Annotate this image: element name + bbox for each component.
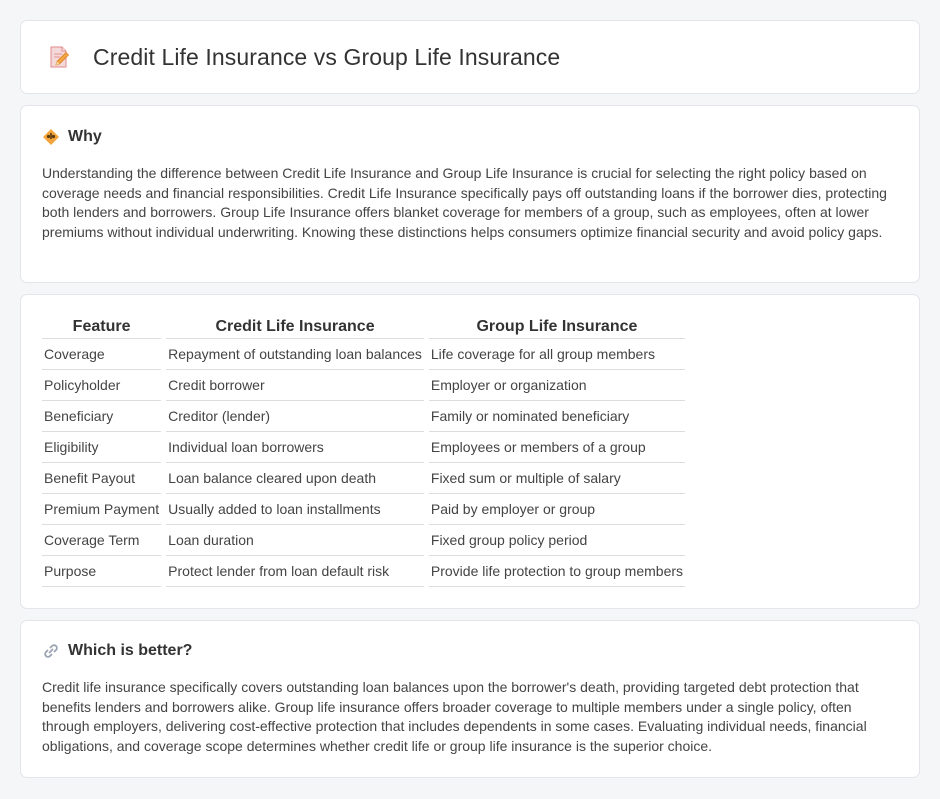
document-pencil-icon: [47, 45, 71, 69]
feature-cell: Coverage: [42, 339, 161, 370]
why-text: Understanding the difference between Credit Life Insurance and Group Life Insurance is crucial for selecting the right policy based on coverage needs and financial responsibilities. Credit Life Insurance specifically pays off outstanding loans if the borrower dies, protecting both lenders and borrowers. Group Life Insurance offers blanket coverage for members of a group, such as employees, often at lower premiums without individual underwriting. Knowing these distinctions helps consumers optimize financial security and avoid policy gaps.: [42, 165, 887, 240]
link-icon: [42, 642, 60, 660]
group-life-cell: Family or nominated beneficiary: [429, 401, 685, 432]
credit-life-cell: Creditor (lender): [166, 401, 424, 432]
credit-life-cell: Individual loan borrowers: [166, 432, 424, 463]
why-heading-label: Why: [68, 128, 102, 145]
comparison-section: [20, 294, 920, 609]
table-row: [42, 556, 685, 587]
table-header-row: [42, 314, 685, 339]
feature-cell: Beneficiary: [42, 401, 161, 432]
comparison-table: [37, 314, 690, 587]
feature-cell: Purpose: [42, 556, 161, 587]
feature-cell: Eligibility: [42, 432, 161, 463]
diamond-warning-icon: [42, 128, 60, 146]
which-is-better-section: [20, 620, 920, 778]
credit-life-cell: Credit borrower: [166, 370, 424, 401]
group-life-cell: Paid by employer or group: [429, 494, 685, 525]
credit-life-cell: Loan duration: [166, 525, 424, 556]
feature-cell: Benefit Payout: [42, 463, 161, 494]
header-feature: Feature: [42, 314, 161, 339]
better-heading: [42, 642, 898, 660]
group-life-cell: Fixed group policy period: [429, 525, 685, 556]
group-life-cell: Life coverage for all group members: [429, 339, 685, 370]
better-text: Credit life insurance specifically covers outstanding loan balances upon the borrower's death, providing targeted debt protection that benefits lenders and borrowers alike. Group life insurance offers broader coverage to multiple members under a single policy, often through employers, delivering cost-effective protection that includes dependents in some cases. Evaluating individual needs, financial obligations, and coverage scope determines whether credit life or group life insurance is the superior choice.: [42, 679, 867, 754]
group-life-cell: Employer or organization: [429, 370, 685, 401]
feature-cell: Coverage Term: [42, 525, 161, 556]
table-row: [42, 525, 685, 556]
page-title: Credit Life Insurance vs Group Life Insurance: [93, 43, 561, 70]
feature-cell: Premium Payment: [42, 494, 161, 525]
table-row: [42, 432, 685, 463]
group-life-cell: Employees or members of a group: [429, 432, 685, 463]
table-row: [42, 339, 685, 370]
table-row: [42, 463, 685, 494]
better-heading-label: Which is better?: [68, 642, 193, 659]
table-row: [42, 401, 685, 432]
credit-life-cell: Loan balance cleared upon death: [166, 463, 424, 494]
why-section: [20, 105, 920, 283]
header-group-life: Group Life Insurance: [429, 314, 685, 339]
feature-cell: Policyholder: [42, 370, 161, 401]
credit-life-cell: Usually added to loan installments: [166, 494, 424, 525]
table-row: [42, 494, 685, 525]
header-credit-life: Credit Life Insurance: [166, 314, 424, 339]
group-life-cell: Fixed sum or multiple of salary: [429, 463, 685, 494]
group-life-cell: Provide life protection to group members: [429, 556, 685, 587]
credit-life-cell: Repayment of outstanding loan balances: [166, 339, 424, 370]
credit-life-cell: Protect lender from loan default risk: [166, 556, 424, 587]
title-card: [20, 20, 920, 94]
table-row: [42, 370, 685, 401]
why-heading: [42, 128, 898, 146]
